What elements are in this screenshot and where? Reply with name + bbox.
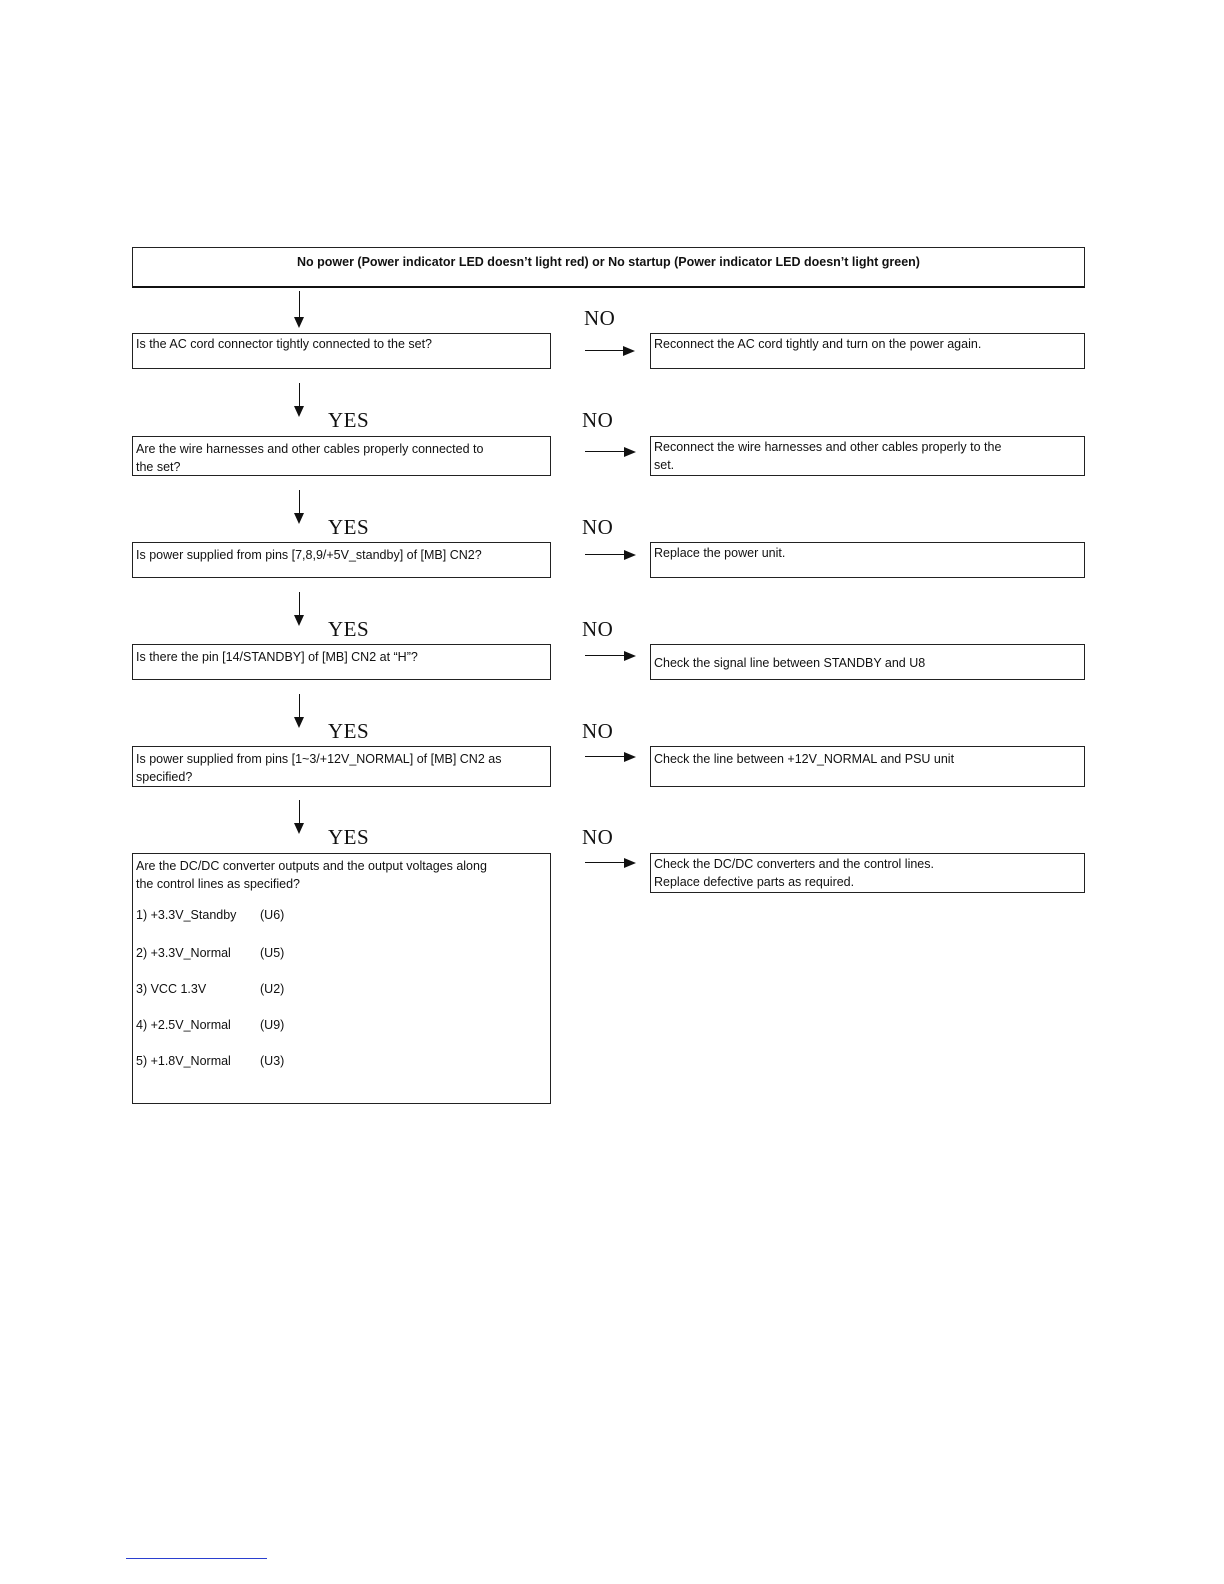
no-label-6: NO bbox=[582, 825, 614, 849]
flow-arrowhead-down-2 bbox=[294, 406, 304, 417]
checklist-item-2 bbox=[136, 944, 285, 962]
action-text-6a: Check the DC/DC converters and the control lines. bbox=[654, 857, 934, 871]
checklist-item-4 bbox=[136, 1016, 285, 1034]
action-box-6 bbox=[650, 853, 1085, 893]
checklist-item-5-label: 5) +1.8V_Normal bbox=[136, 1054, 231, 1068]
yes-label-4: YES bbox=[328, 617, 370, 641]
action-text-5: Check the line between +12V_NORMAL and PSU unit bbox=[654, 752, 955, 766]
no-label-5: NO bbox=[582, 719, 614, 743]
flow-arrowhead-down-3 bbox=[294, 513, 304, 524]
question-box-4 bbox=[132, 644, 551, 680]
action-text-6b: Replace defective parts as required. bbox=[654, 875, 855, 889]
action-text-4: Check the signal line between STANDBY and U8 bbox=[654, 656, 926, 670]
action-text-2a: Reconnect the wire harnesses and other cables properly to the bbox=[654, 440, 1002, 454]
flow-arrow-right-3 bbox=[585, 554, 625, 555]
action-text-2b: set. bbox=[654, 458, 675, 472]
flow-arrowhead-right-2 bbox=[624, 447, 636, 457]
question-text-4: Is there the pin [14/STANDBY] of [MB] CN2 at “H”? bbox=[136, 650, 418, 664]
flow-arrowhead-right-6 bbox=[624, 858, 636, 868]
flow-arrowhead-down-6 bbox=[294, 823, 304, 834]
question-text-5a: Is power supplied from pins [1~3/+12V_NORMAL] of [MB] CN2 as bbox=[136, 752, 502, 766]
yes-label-6: YES bbox=[328, 825, 370, 849]
checklist-item-4-label: 4) +2.5V_Normal bbox=[136, 1018, 231, 1032]
checklist-item-1 bbox=[136, 906, 285, 924]
flow-arrow-down-2 bbox=[299, 383, 300, 408]
flow-arrowhead-right-4 bbox=[624, 651, 636, 661]
no-label-4: NO bbox=[582, 617, 614, 641]
flow-arrow-right-2 bbox=[585, 451, 625, 452]
flow-arrowhead-right-3 bbox=[624, 550, 636, 560]
action-box-3 bbox=[650, 542, 1085, 578]
action-text-1: Reconnect the AC cord tightly and turn on the power again. bbox=[654, 337, 982, 351]
flow-arrow-down-4 bbox=[299, 592, 300, 617]
yes-label-2: YES bbox=[328, 408, 370, 432]
flow-arrow-right-6 bbox=[585, 862, 625, 863]
action-box-1 bbox=[650, 333, 1085, 369]
question-text-6a: Are the DC/DC converter outputs and the output voltages along bbox=[136, 859, 487, 873]
flow-arrow-right-1 bbox=[585, 350, 625, 351]
action-box-4 bbox=[650, 644, 1085, 680]
footer-divider bbox=[126, 1558, 267, 1559]
checklist-item-3 bbox=[136, 980, 285, 998]
question-text-3: Is power supplied from pins [7,8,9/+5V_standby] of [MB] CN2? bbox=[136, 548, 482, 562]
action-box-2 bbox=[650, 436, 1085, 476]
question-text-2a: Are the wire harnesses and other cables properly connected to bbox=[136, 442, 484, 456]
question-box-2 bbox=[132, 436, 551, 476]
no-label-3: NO bbox=[582, 515, 614, 539]
flowchart-title: No power (Power indicator LED doesn’t light red) or No startup (Power indicator LED doesn’t light green) bbox=[132, 247, 1085, 288]
voltage-checklist bbox=[132, 892, 551, 1104]
checklist-item-4-part: (U9) bbox=[260, 1018, 285, 1032]
checklist-item-2-part: (U5) bbox=[260, 946, 285, 960]
question-text-2b: the set? bbox=[136, 460, 181, 474]
flow-arrowhead-right-5 bbox=[624, 752, 636, 762]
flow-arrow-down-3 bbox=[299, 490, 300, 515]
yes-label-5: YES bbox=[328, 719, 370, 743]
flow-arrow-down-5 bbox=[299, 694, 300, 719]
question-box-5 bbox=[132, 746, 551, 787]
no-label-2: NO bbox=[582, 408, 614, 432]
question-text-6b: the control lines as specified? bbox=[136, 877, 300, 891]
action-text-3: Replace the power unit. bbox=[654, 546, 786, 560]
checklist-item-3-label: 3) VCC 1.3V bbox=[136, 982, 207, 996]
question-text-1: Is the AC cord connector tightly connected to the set? bbox=[136, 337, 433, 351]
checklist-item-5 bbox=[136, 1052, 285, 1070]
flow-arrowhead-right-1 bbox=[623, 346, 635, 356]
checklist-item-3-part: (U2) bbox=[260, 982, 285, 996]
question-box-1 bbox=[132, 333, 551, 369]
question-text-5b: specified? bbox=[136, 770, 193, 784]
checklist-item-1-label: 1) +3.3V_Standby bbox=[136, 908, 237, 922]
flow-arrow-down-6 bbox=[299, 800, 300, 825]
flow-arrow-right-5 bbox=[585, 756, 625, 757]
checklist-item-2-label: 2) +3.3V_Normal bbox=[136, 946, 231, 960]
flow-arrowhead-down-4 bbox=[294, 615, 304, 626]
flow-arrow-down-1 bbox=[299, 291, 300, 319]
no-label-1: NO bbox=[584, 306, 616, 330]
flow-arrowhead-down-1 bbox=[294, 317, 304, 328]
flow-arrowhead-down-5 bbox=[294, 717, 304, 728]
checklist-item-5-part: (U3) bbox=[260, 1054, 285, 1068]
question-box-3 bbox=[132, 542, 551, 578]
flow-arrow-right-4 bbox=[585, 655, 625, 656]
yes-label-3: YES bbox=[328, 515, 370, 539]
checklist-item-1-part: (U6) bbox=[260, 908, 285, 922]
action-box-5 bbox=[650, 746, 1085, 787]
question-box-6 bbox=[132, 853, 551, 893]
